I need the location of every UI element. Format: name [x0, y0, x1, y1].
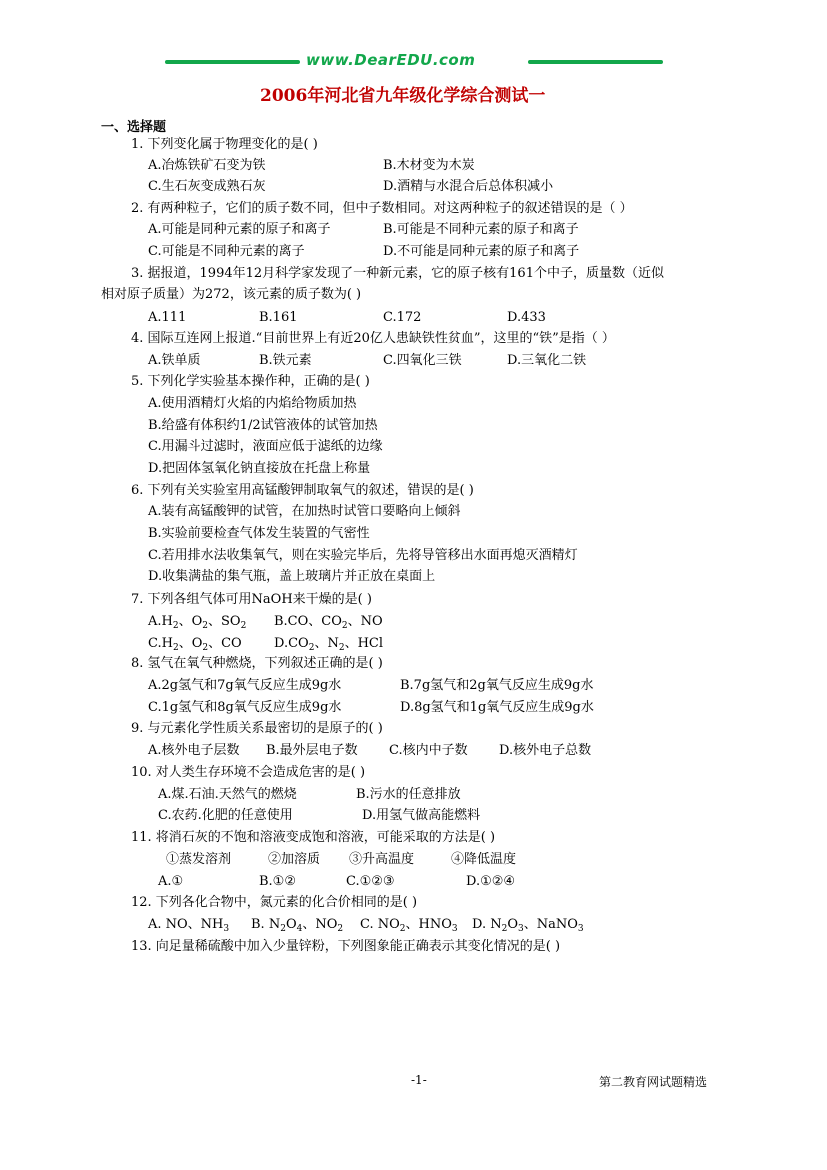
- q11-option-c: C.①②③: [346, 874, 395, 889]
- q8-option-a: A.2g氢气和7g氧气反应生成9g水: [148, 678, 342, 693]
- q3-option-c: C.172: [383, 310, 422, 325]
- q7-option-c: $C.H_2$、$O_2$、CO: [148, 636, 242, 653]
- q11-option-a: A.①: [158, 874, 184, 889]
- q6-option-b: B.实验前要检查气体发生装置的气密性: [148, 526, 370, 541]
- q1-option-c: C.生石灰变成熟石灰: [148, 179, 266, 194]
- q6-option-d: D.收集满盐的集气瓶，盖上玻璃片并正放在桌面上: [148, 569, 436, 584]
- q11-method-2: ②加溶质: [268, 852, 321, 867]
- q12-option-a: A. NO、$NH_3$: [148, 917, 230, 934]
- q6-option-a: A.装有高锰酸钾的试管，在加热时试管口要略向上倾斜: [148, 504, 461, 519]
- q7-option-a: $A.H_2$、$O_2$、$SO_2$: [148, 614, 247, 631]
- q3-option-b: B.161: [259, 310, 298, 325]
- q11-option-d: D.①②④: [466, 874, 516, 889]
- header-bar-left: [165, 60, 300, 64]
- q7-stem: 7. 下列各组气体可用NaOH来干燥的是( ): [131, 592, 372, 607]
- q4-option-a: A.铁单质: [148, 353, 201, 368]
- q10-option-b: B.污水的任意排放: [356, 787, 461, 802]
- q9-option-d: D.核外电子总数: [499, 743, 592, 758]
- page-number: -1-: [411, 1073, 427, 1087]
- q12-option-b: B. $N_2O_4$、$NO_2$: [251, 917, 344, 934]
- q2-option-a: A.可能是同种元素的原子和离子: [148, 222, 331, 237]
- q10-option-d: D.用氢气做高能燃料: [362, 808, 481, 823]
- q11-option-b: B.①②: [259, 874, 296, 889]
- q10-option-a: A.煤.石油.天然气的燃烧: [158, 787, 297, 802]
- q2-stem: 2. 有两种粒子，它们的质子数不同，但中子数相同。对这两种粒子的叙述错误的是（ ）: [131, 201, 633, 216]
- q11-method-3: ③升高温度: [349, 852, 415, 867]
- site-logo: www.DearEDU.com: [306, 51, 476, 69]
- q8-stem: 8. 氢气在氧气种燃烧，下列叙述正确的是( ): [131, 656, 383, 671]
- q5-option-b: B.给盛有体积约1/2试管液体的试管加热: [148, 418, 378, 433]
- q9-option-a: A.核外电子层数: [148, 743, 240, 758]
- q3-stem-line2: 相对原子质量）为272，该元素的质子数为( ): [101, 287, 362, 302]
- q6-stem: 6. 下列有关实验室用高锰酸钾制取氧气的叙述，错误的是( ): [131, 483, 474, 498]
- q9-stem: 9. 与元素化学性质关系最密切的是原子的( ): [131, 721, 383, 736]
- q4-stem: 4. 国际互连网上报道.“目前世界上有近20亿人患缺铁性贫血”，这里的“铁”是指（ ）: [131, 331, 615, 346]
- q12-option-d: D. $N_2O_3$、NaNO$_3$: [472, 917, 584, 934]
- q12-option-c: C. $NO_2$、$HNO_3$: [360, 917, 458, 934]
- header-bar-right: [528, 60, 663, 64]
- q11-method-1: ①蒸发溶剂: [166, 852, 232, 867]
- q5-option-c: C.用漏斗过滤时，液面应低于滤纸的边缘: [148, 439, 383, 454]
- q1-option-d: D.酒精与水混合后总体积减小: [383, 179, 554, 194]
- q6-option-c: C.若用排水法收集氧气，则在实验完毕后，先将导管移出水面再熄灭酒精灯: [148, 548, 578, 563]
- q4-option-c: C.四氧化三铁: [383, 353, 462, 368]
- footer-site-name: 第二教育网试题精选: [599, 1075, 708, 1089]
- q11-method-4: ④降低温度: [451, 852, 517, 867]
- q7-option-d: $D.CO_2$、$N_2$、HCl: [274, 636, 384, 653]
- q1-option-a: A.冶炼铁矿石变为铁: [148, 158, 266, 173]
- q13-stem: 13. 向足量稀硫酸中加入少量锌粉，下列图象能正确表示其变化情况的是( ): [131, 939, 561, 954]
- q10-stem: 10. 对人类生存环境不会造成危害的是( ): [131, 765, 366, 780]
- page-title: 2006年河北省九年级化学综合测试一: [260, 86, 546, 106]
- q8-option-b: B.7g氢气和2g氧气反应生成9g水: [400, 678, 594, 693]
- q5-stem: 5. 下列化学实验基本操作种，正确的是( ): [131, 374, 370, 389]
- q8-option-d: D.8g氢气和1g氧气反应生成9g水: [400, 700, 594, 715]
- q12-stem: 12. 下列各化合物中，氮元素的化合价相同的是( ): [131, 895, 418, 910]
- q5-option-a: A.使用酒精灯火焰的内焰给物质加热: [148, 396, 357, 411]
- q1-stem: 1. 下列变化属于物理变化的是( ): [131, 137, 318, 152]
- q1-option-b: B.木材变为木炭: [383, 158, 475, 173]
- q11-stem: 11. 将消石灰的不饱和溶液变成饱和溶液，可能采取的方法是( ): [131, 830, 496, 845]
- q3-option-a: A.111: [148, 310, 187, 325]
- q7-option-b: B.CO、$CO_2$、NO: [274, 614, 383, 631]
- q9-option-c: C.核内中子数: [389, 743, 468, 758]
- q3-stem-line1: 3. 据报道，1994年12月科学家发现了一种新元素，它的原子核有161个中子，质量数（近似: [131, 266, 664, 281]
- q2-option-d: D.不可能是同种元素的原子和离子: [383, 244, 580, 259]
- q8-option-c: C.1g氢气和8g氧气反应生成9g水: [148, 700, 342, 715]
- q9-option-b: B.最外层电子数: [266, 743, 358, 758]
- q5-option-d: D.把固体氢氧化钠直接放在托盘上称量: [148, 461, 371, 476]
- q2-option-b: B.可能是不同种元素的原子和离子: [383, 222, 579, 237]
- q10-option-c: C.农药.化肥的任意使用: [158, 808, 293, 823]
- q2-option-c: C.可能是不同种元素的离子: [148, 244, 305, 259]
- q3-option-d: D.433: [507, 310, 546, 325]
- q4-option-b: B.铁元素: [259, 353, 312, 368]
- q4-option-d: D.三氧化二铁: [507, 353, 587, 368]
- section-heading: 一、选择题: [101, 120, 167, 135]
